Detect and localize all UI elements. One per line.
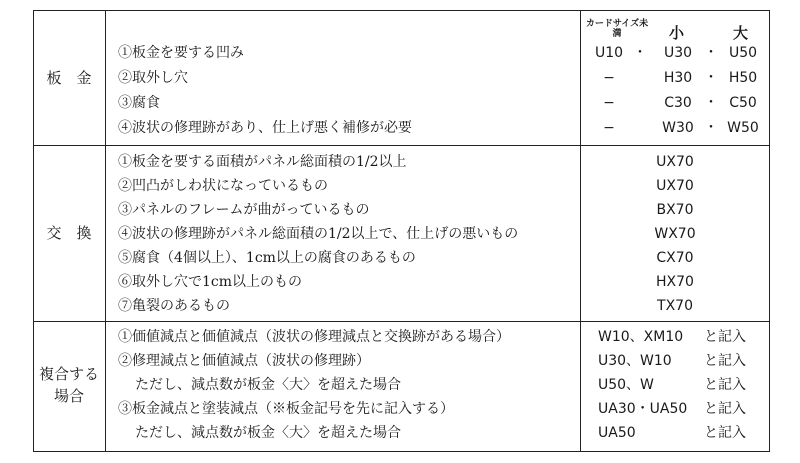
code-cell: UX70 <box>656 178 694 194</box>
code-cell: H30 <box>663 70 693 86</box>
category-fukugou-line2: 場合 <box>53 387 84 405</box>
code-cell: U30、W10 <box>598 353 672 369</box>
code-cell: TX70 <box>657 298 693 314</box>
header-size-lt: カードサイズ未満 <box>585 19 649 39</box>
list-item: ②修理減点と価値減点（波状の修理跡） <box>118 353 370 369</box>
code-cell: W30 <box>662 120 694 136</box>
code-cell: U30 <box>663 45 693 61</box>
separator: ・ <box>704 95 718 111</box>
suffix-label: と記入 <box>704 425 746 441</box>
code-cell: CX70 <box>656 250 694 266</box>
header-small: 小 <box>669 24 685 42</box>
list-item: ②凹凸がしわ状になっているもの <box>118 178 328 194</box>
list-item: ①価値減点と価値減点（波状の修理減点と交換跡がある場合） <box>118 329 510 345</box>
code-cell: U50 <box>728 45 758 61</box>
code-cell: C30 <box>664 95 692 111</box>
list-item: ⑥取外し穴で1cm以上のもの <box>118 274 303 290</box>
code-cell: − <box>603 120 615 136</box>
code-cell: U50、W <box>598 377 654 393</box>
code-cell: H50 <box>728 70 758 86</box>
code-cell: − <box>603 70 615 86</box>
code-cell: HX70 <box>656 274 694 290</box>
separator: ・ <box>704 45 718 61</box>
separator: ・ <box>633 45 647 61</box>
code-cell: UA50 <box>598 425 636 441</box>
list-item: ただし、減点数が板金〈大〉を超えた場合 <box>135 377 401 393</box>
category-koukan: 交 換 <box>46 224 92 242</box>
separator: ・ <box>704 70 718 86</box>
row-divider <box>33 321 770 322</box>
code-cell: WX70 <box>654 226 696 242</box>
suffix-label: と記入 <box>704 353 746 369</box>
code-cell: W50 <box>727 120 759 136</box>
separator: ・ <box>704 120 718 136</box>
list-item: ③板金減点と塗装減点（※板金記号を先に記入する） <box>118 401 454 417</box>
code-cell: U10 <box>594 45 624 61</box>
header-large: 大 <box>733 24 749 42</box>
code-cell: C50 <box>729 95 757 111</box>
category-fukugou: 複合する <box>38 365 99 383</box>
list-item: ただし、減点数が板金〈大〉を超えた場合 <box>135 425 401 441</box>
list-item: ⑤腐食（4個以上）、1cm以上の腐食のあるもの <box>118 250 416 266</box>
list-item: ④波状の修理跡がパネル総面積の1/2以上で、仕上げの悪いもの <box>118 226 519 242</box>
row-divider <box>33 145 770 146</box>
category-bankin: 板 金 <box>46 69 92 87</box>
suffix-label: と記入 <box>704 329 746 345</box>
column-divider <box>105 10 106 452</box>
list-item: ④波状の修理跡があり、仕上げ悪く補修が必要 <box>118 120 412 136</box>
suffix-label: と記入 <box>704 401 746 417</box>
list-item: ⑦亀裂のあるもの <box>118 298 230 314</box>
code-cell: W10、XM10 <box>598 329 684 345</box>
list-item: ②取外し穴 <box>118 70 188 86</box>
suffix-label: と記入 <box>704 377 746 393</box>
code-cell: BX70 <box>656 202 694 218</box>
column-divider <box>580 10 581 452</box>
code-cell: − <box>603 95 615 111</box>
list-item: ①板金を要する凹み <box>118 45 244 61</box>
code-cell: UX70 <box>656 154 694 170</box>
list-item: ③パネルのフレームが曲がっているもの <box>118 202 370 218</box>
list-item: ③腐食 <box>118 95 160 111</box>
code-cell: UA30・UA50 <box>598 401 688 417</box>
list-item: ①板金を要する面積がパネル総面積の1/2以上 <box>118 154 407 170</box>
